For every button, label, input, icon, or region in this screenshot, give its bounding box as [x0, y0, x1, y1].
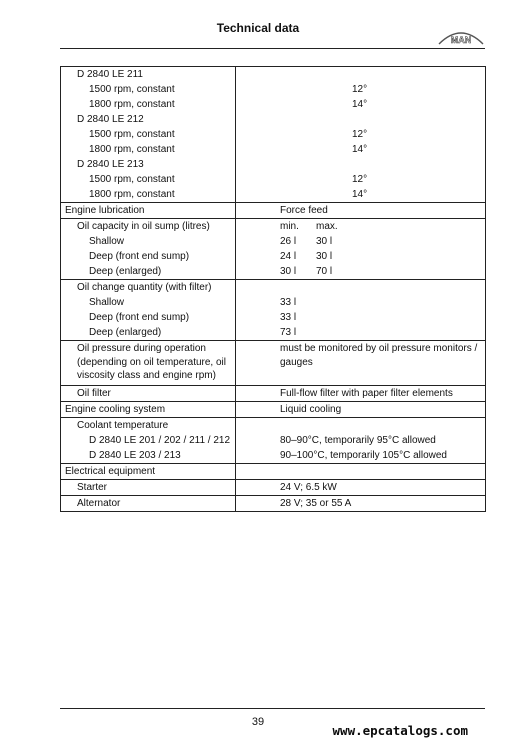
max-header: max. [316, 221, 338, 232]
temperature-value: 80–90°C, temporarily 95°C allowed [280, 434, 436, 446]
angle-value: 14° [352, 99, 368, 110]
section-value: Liquid cooling [280, 403, 342, 415]
sump-label: Shallow [89, 297, 125, 308]
min-value: 30 l [280, 266, 297, 277]
sump-label: Deep (front end sump) [89, 312, 190, 323]
subsection-label: Oil capacity in oil sump (litres) [77, 221, 210, 232]
table-row [61, 479, 486, 495]
table-row [61, 219, 486, 280]
table-row [61, 495, 486, 511]
temperature-value: 90–100°C, temporarily 105°C allowed [280, 449, 447, 461]
model-label: D 2840 LE 213 [77, 159, 144, 170]
engine-variant-label: D 2840 LE 201 / 202 / 211 / 212 [89, 434, 231, 446]
sump-label: Shallow [89, 236, 125, 247]
section-value: Force feed [280, 205, 328, 216]
min-value: 24 l [280, 251, 297, 262]
component-label: Alternator [77, 497, 121, 509]
rpm-label: 1500 rpm, constant [89, 174, 175, 185]
model-label: D 2840 LE 211 [77, 69, 143, 80]
quantity-value: 33 l [280, 312, 297, 323]
page-number: 39 [251, 716, 265, 728]
table-row [61, 385, 486, 401]
sump-label: Deep (front end sump) [89, 251, 190, 262]
svg-text:MAN: MAN [450, 35, 472, 45]
sump-label: Deep (enlarged) [89, 266, 162, 277]
min-value: 26 l [280, 236, 297, 247]
angle-value: 12° [352, 84, 368, 95]
watermark-link[interactable]: www.epcatalogs.com [332, 723, 468, 738]
section-label: Engine lubrication [65, 205, 145, 216]
rpm-label: 1500 rpm, constant [89, 84, 175, 95]
component-label: Starter [77, 481, 108, 493]
section-label: Electrical equipment [65, 465, 156, 477]
angle-value: 12° [352, 174, 368, 185]
max-value: 30 l [316, 251, 333, 262]
model-label: D 2840 LE 212 [77, 114, 144, 125]
header-divider [60, 48, 485, 49]
rpm-label: 1800 rpm, constant [89, 189, 175, 200]
min-header: min. [280, 221, 299, 232]
table-row [61, 341, 486, 386]
technical-data-table [60, 66, 486, 512]
rpm-label: 1800 rpm, constant [89, 99, 175, 110]
rpm-label: 1800 rpm, constant [89, 144, 175, 155]
pressure-label: Oil pressure during operation (depending on oil temperature, oil viscosity class and engine rpm) [77, 343, 226, 381]
table-row [61, 463, 486, 479]
man-logo [437, 26, 485, 46]
engine-variant-label: D 2840 LE 203 / 213 [89, 449, 181, 461]
angle-value: 14° [352, 144, 368, 155]
component-value: 28 V; 35 or 55 A [280, 497, 352, 509]
filter-label: Oil filter [77, 387, 111, 399]
component-value: 24 V; 6.5 kW [280, 481, 337, 493]
sump-label: Deep (enlarged) [89, 327, 162, 338]
footer-divider [60, 708, 485, 709]
max-value: 70 l [316, 266, 333, 277]
angle-value: 14° [352, 189, 368, 200]
page-title: Technical data [216, 21, 300, 35]
value-cell [236, 67, 486, 203]
table-row [61, 203, 486, 219]
table-row [61, 401, 486, 417]
subsection-label: Coolant temperature [77, 419, 169, 431]
quantity-value: 33 l [280, 297, 297, 308]
max-value: 30 l [316, 236, 333, 247]
table-row [61, 280, 486, 341]
angle-value: 12° [352, 129, 368, 140]
table-row [61, 417, 486, 463]
pressure-value: must be monitored by oil pressure monitors / gauges [280, 343, 478, 368]
model-cell [61, 67, 236, 203]
section-label: Engine cooling system [65, 403, 166, 415]
filter-value: Full-flow filter with paper filter elements [280, 387, 453, 399]
rpm-label: 1500 rpm, constant [89, 129, 175, 140]
subsection-label: Oil change quantity (with filter) [77, 282, 212, 293]
quantity-value: 73 l [280, 327, 297, 338]
table-row [61, 67, 486, 203]
